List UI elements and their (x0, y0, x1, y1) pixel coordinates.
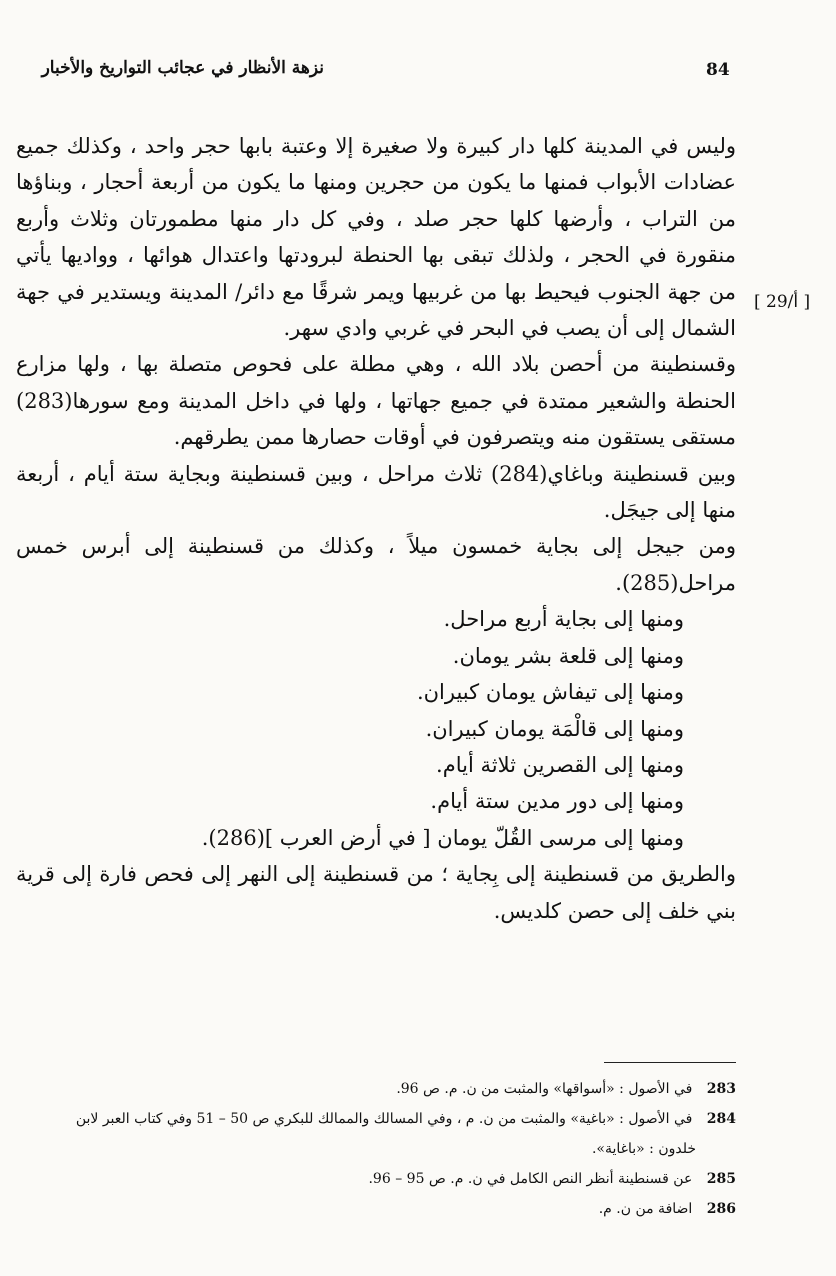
footnote-number: 286 (706, 1201, 736, 1217)
footnote (16, 1074, 736, 1104)
paragraph-city-houses: وليس في المدينة كلها دار كبيرة ولا صغيرة إلا وعتبة بابها حجر واحد ، وكذلك جميع عضادات الأبواب فمنها ما يكون من حجرين ومنها ما يكون من أربعة أحجار ، وبناؤها من التراب ، وأرضها كلها حجر صلد ، وفي كل دار منها مطمورتان وثلاث وأربع منقورة في الحجر ، ولذلك تبقى بها الحنطة لبرودتها واعتدال هوائها ، وواديها يأتي من جهة الجنوب فيحيط بها من غربيها ويمر شرقًا مع دائر/ المدينة ويستدير في جهة الشمال إلى أن يصب في البحر في غربي وادي سهر. (16, 134, 736, 341)
footnote-text: في الأصول : «أسواقها» والمثبت من ن. م. ص 96. (396, 1081, 693, 1097)
footnote-number: 285 (706, 1171, 736, 1187)
route-line: ومنها إلى دور مدين ستة أيام. (430, 789, 684, 814)
paragraph-road-to-bejaia: والطريق من قسنطينة إلى بِجاية ؛ من قسنطينة إلى النهر إلى فحص فارة إلى قرية بني خلف إلى حصن كلديس. (16, 862, 736, 923)
paragraph-jijel-distance: ومن جيجل إلى بجاية خمسون ميلاً ، وكذلك من قسنطينة إلى أبرس خمس مراحل(285). (16, 534, 736, 595)
route-line: ومنها إلى قلعة بشر يومان. (452, 643, 684, 668)
paragraph-baghai-distance: وبين قسنطينة وباغاي(284) ثلاث مراحل ، وبين قسنطينة وبجاية ستة أيام ، أربعة منها إلى جيجَل. (16, 461, 736, 523)
running-title: نزهة الأنظار في عجائب التواريخ والأخبار (41, 58, 324, 78)
footnote-separator (604, 1062, 736, 1063)
main-text (16, 128, 736, 929)
route-line: ومنها إلى مرسى القُلّ يومان [ في أرض العرب ](286). (201, 825, 684, 850)
footnote-text: اضافة من ن. م. (598, 1201, 693, 1217)
footnote-continuation: خلدون : «باغاية». (591, 1141, 696, 1157)
paragraph-constantine-fortress: وقسنطينة من أحصن بلاد الله ، وهي مطلة على فحوص متصلة بها ، ولها مزارع الحنطة والشعير ممتدة في جميع جهاتها ، ولها في داخل المدينة ومع سورها(283) مستقى يستقون منه ويتصرفون في أوقات حصارها ممن يطرقهم. (16, 352, 736, 450)
route-line: ومنها إلى تيفاش يومان كبيران. (416, 680, 684, 705)
route-line: ومنها إلى القصرين ثلاثة أيام. (436, 752, 684, 777)
footnote-text: في الأصول : «باغية» والمثبت من ن. م ، وفي المسالك والممالك للبكري ص 50 – 51 وفي كتاب العبر لابن (75, 1111, 693, 1127)
route-line: ومنها إلى بجاية أربع مراحل. (443, 607, 684, 632)
footnote (16, 1164, 736, 1194)
folio-marker: [ 29/أ ] (754, 292, 811, 312)
page-number: 84 (706, 60, 730, 80)
footnote (16, 1194, 736, 1224)
route-line: ومنها إلى قالْمَة يومان كبيران. (425, 716, 684, 741)
footnote (16, 1104, 736, 1134)
footnote-number: 284 (706, 1111, 736, 1127)
footnote-text: عن قسنطينة أنظر النص الكامل في ن. م. ص 95 – 96. (368, 1171, 693, 1187)
footnotes (16, 1074, 736, 1224)
footnote-number: 283 (706, 1081, 736, 1097)
